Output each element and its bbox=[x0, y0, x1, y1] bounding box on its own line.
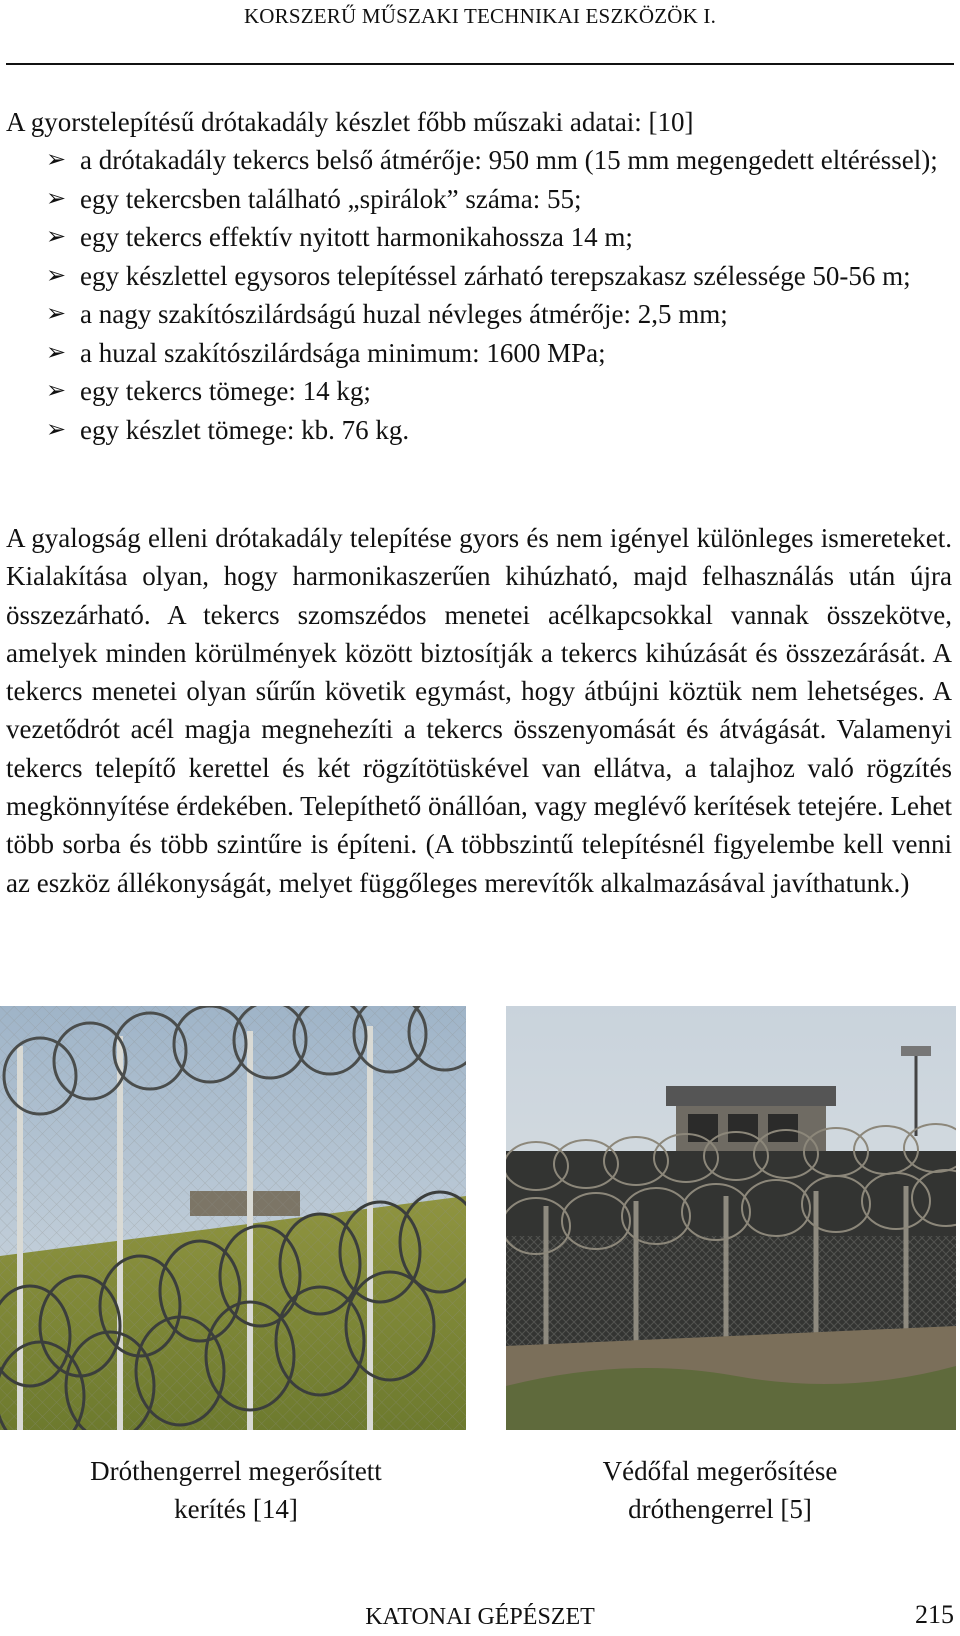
arrow-bullet-icon: ➢ bbox=[46, 339, 67, 366]
spec-list bbox=[6, 141, 952, 449]
arrow-bullet-icon: ➢ bbox=[46, 224, 67, 250]
caption-line: Védőfal megerősítése bbox=[602, 1456, 838, 1486]
running-header-text: KORSZERŰ MŰSZAKI TECHNIKAI ESZKÖZÖK I. bbox=[243, 4, 717, 28]
figure-caption-right bbox=[510, 1452, 930, 1528]
list-item: ➢ a huzal szakítószilárdsága minimum: 1600 MPa; bbox=[6, 334, 952, 373]
list-item: ➢ egy tekercs tömege: 14 kg; bbox=[6, 372, 952, 411]
arrow-bullet-icon: ➢ bbox=[46, 147, 67, 173]
list-item: ➢ egy készlet tömege: kb. 76 kg. bbox=[6, 411, 952, 450]
running-header bbox=[0, 4, 960, 29]
arrow-bullet-icon: ➢ bbox=[46, 378, 67, 404]
figure-caption-left bbox=[26, 1452, 446, 1528]
list-item: ➢ egy készlettel egysoros telepítéssel zárható terepszakasz szélessége 50-56 m; bbox=[6, 257, 952, 296]
arrow-bullet-icon: ➢ bbox=[46, 262, 67, 289]
arrow-bullet-icon: ➢ bbox=[46, 301, 67, 327]
running-footer-text: KATONAI GÉPÉSZET bbox=[365, 1604, 595, 1630]
intro-paragraph: A gyorstelepítésű drótakadály készlet főbb műszaki adatai: [10] bbox=[6, 107, 694, 137]
header-rule bbox=[6, 63, 954, 65]
body-paragraph: A gyalogság elleni drótakadály telepítése gyors és nem igényel különleges ismereteket. Kialakítása olyan, hogy harmonikaszerűen kihúzható, majd felhasználás után újra összezárható. A tekercs szomszédos menetei acélkapcsokkal vannak összekötve, amelyek minden körülmények között biztosítják a tekercs kihúzását és összezárását. A tekercs menetei olyan sűrűn követik egymást, hogy átbújni köztük nem lehetséges. A vezetődrót acél magja megnehezíti a tekercs összenyomását és átvágását. Valamenyi tekercs telepítő kerettel és két rögzítötüskével van ellátva, a talajhoz való rögzítés megkönnyítése érdekében. Telepíthető önállóan, vagy meglévő kerítések tetejére. Lehet több sorba és több szintűre is építeni. (A többszintű telepítésnél figyelembe kell venni az eszköz állékonyságát, melyet függőleges merevítők alkalmazásával javíthatunk.) bbox=[6, 523, 952, 898]
wall-wire-coil-photo bbox=[506, 1006, 956, 1430]
fence-razor-wire-photo bbox=[0, 1006, 466, 1430]
list-item: ➢ egy tekercs effektív nyitott harmonikahossza 14 m; bbox=[6, 218, 952, 257]
running-footer bbox=[0, 1604, 960, 1631]
caption-line: Dróthengerrel megerősített bbox=[90, 1456, 382, 1486]
caption-line: dróthengerrel [5] bbox=[628, 1494, 812, 1524]
list-item: ➢ a drótakadály tekercs belső átmérője: 950 mm (15 mm megengedett eltéréssel); bbox=[6, 141, 952, 180]
list-item: ➢ a nagy szakítószilárdságú huzal névleges átmérője: 2,5 mm; bbox=[6, 295, 952, 334]
caption-line: kerítés [14] bbox=[174, 1494, 298, 1524]
list-item: ➢ egy tekercsben található „spirálok” száma: 55; bbox=[6, 180, 952, 219]
arrow-bullet-icon: ➢ bbox=[46, 185, 67, 212]
page-number: 215 bbox=[915, 1600, 954, 1629]
arrow-bullet-icon: ➢ bbox=[46, 416, 67, 443]
